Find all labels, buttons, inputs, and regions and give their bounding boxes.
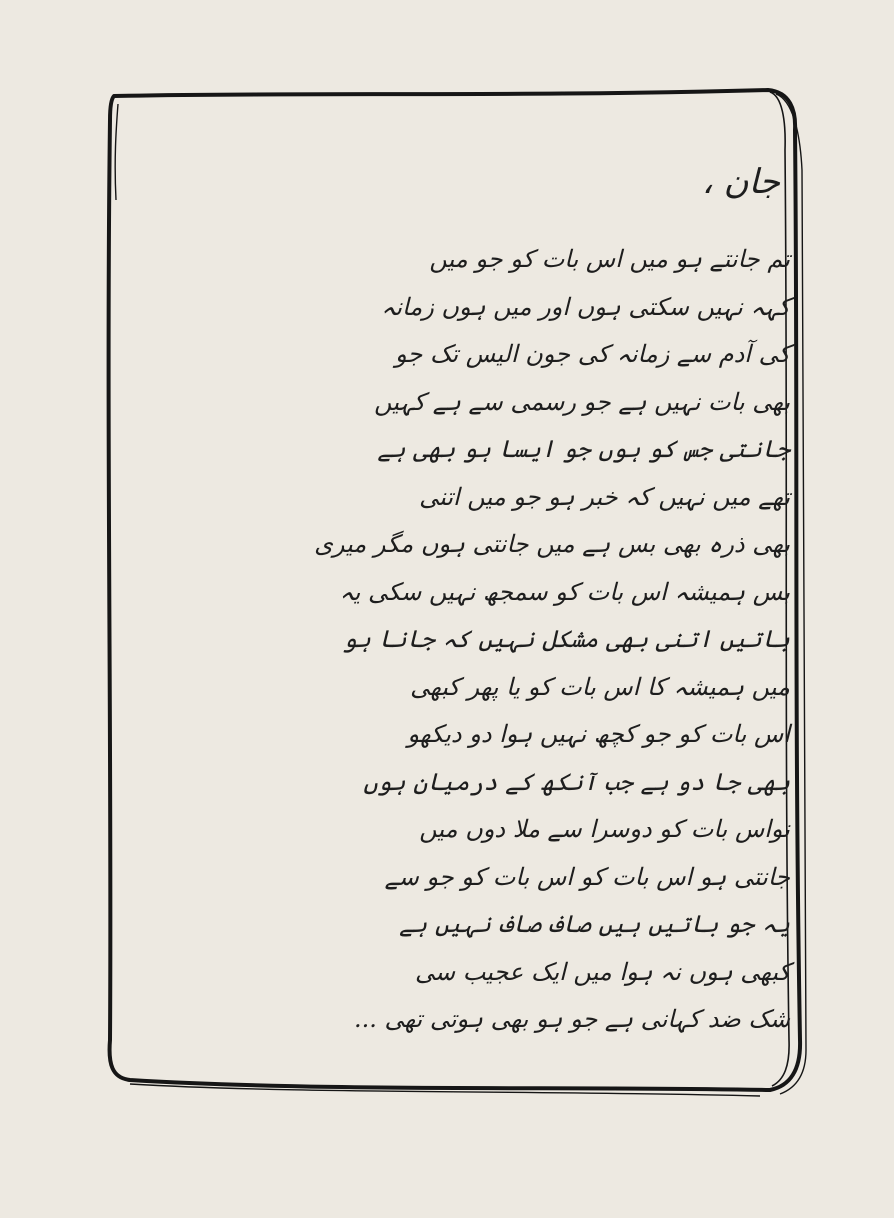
letter-line: جانتی جس کو ہوں جو ایسا ہو بھی ہے (377, 435, 790, 463)
letter-line: میں ہمیشہ کا اس بات کو یا پھر کبھی (410, 672, 790, 701)
letter-line: کی آدم سے زمانہ کی جون الیس تک جو (395, 340, 790, 368)
letter-line: جانتی ہو اس بات کو اس بات کو جو سے (384, 862, 790, 891)
letter-line: اس بات کو جو کچھ نہیں ہوا دو دیکھو (407, 720, 790, 748)
letter-line: تم جانتے ہو میں اس بات کو جو میں (429, 245, 790, 273)
letter-line: بھی بات نہیں ہے جو رسمی سے ہے کہیں (374, 387, 790, 416)
letter-line: بس ہمیشہ اس بات کو سمجھ نہیں سکی یہ (339, 577, 790, 606)
letter-line: کبھی ہوں نہ ہوا میں ایک عجیب سی (414, 957, 790, 986)
letter-line: بھی ذرہ بھی بس ہے میں جانتی ہوں مگر میری (314, 530, 790, 558)
letter-line: کہہ نہیں سکتی ہوں اور میں ہوں زمانہ (381, 292, 790, 321)
letter-line: یہ جو باتیں ہیں صاف صاف نہیں ہے (399, 910, 790, 938)
letter-line: شک ضد کہانی ہے جو ہو بھی ہوتی تھی ... (353, 1005, 790, 1033)
letter-body (150, 150, 790, 1070)
letter-line: تھے میں نہیں کہ خبر ہو جو میں اتنی (419, 482, 790, 511)
letter-line: باتیں اتنی بھی مشکل نہیں کہ جانا ہو (342, 625, 790, 653)
letter-greeting: جان ، (701, 162, 780, 202)
letter-line: نواس بات کو دوسرا سے ملا دوں میں (419, 815, 790, 843)
letter-line: بھی جا دو ہے جب آنکھ کے درمیان ہوں (363, 767, 790, 796)
